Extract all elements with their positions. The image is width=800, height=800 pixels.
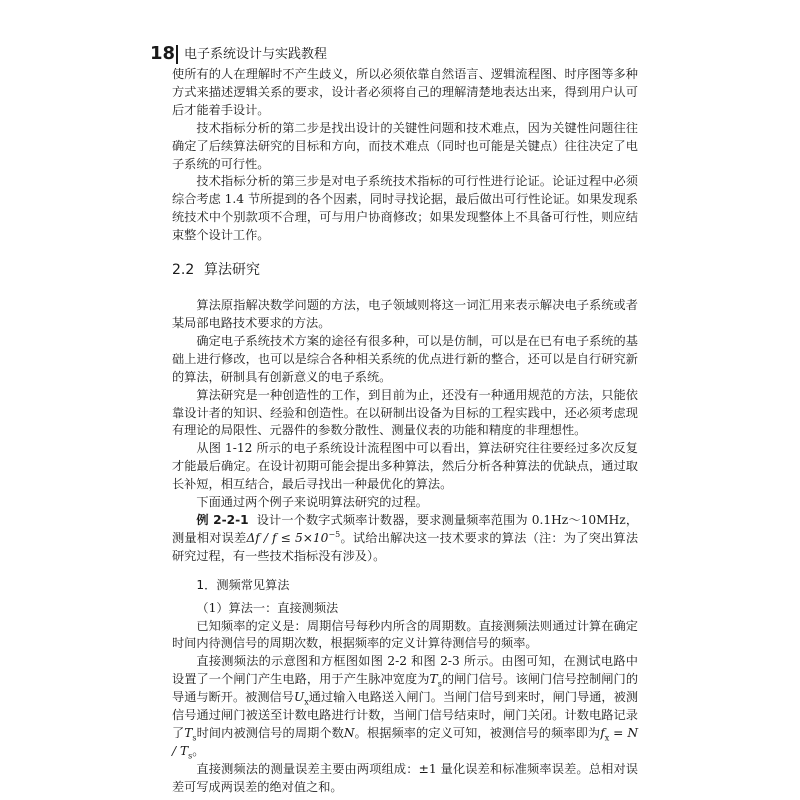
paragraph-4: 算法原指解决数学问题的方法，电子领域则将这一词汇用来表示解决电子系统或者某局部电路技术要求的方法。 bbox=[172, 298, 638, 330]
error-exponent: −5 bbox=[328, 529, 341, 539]
symbol-ts-1-sub: s bbox=[437, 679, 442, 689]
example-text-a: 设计一个数字式频率计数器，要求测量频率范围为 0.1Hz～10MHz，测量相对误差 bbox=[172, 512, 639, 545]
subsection-heading: 1．测频常见算法 bbox=[196, 577, 290, 592]
paragraph-2: 技术指标分析的第二步是找出设计的关键性问题和技术难点，因为关键性问题往往确定了后续算法研究的目标和方向，而技术难点（同时也可能是关键点）往往决定了电子系统的可行性。 bbox=[172, 120, 638, 171]
algorithm-1-title: （1）算法一：直接测频法 bbox=[196, 600, 339, 615]
symbol-ux-sub: x bbox=[304, 697, 309, 707]
paragraph-9: 已知频率的定义是：周期信号每秒内所含的周期数。直接测频法则通过计算在确定时间内待测信号的周期次数，根据频率的定义计算待测信号的频率。 bbox=[172, 618, 638, 651]
example-text-b: 。试给出解决这一技术要求的算法（注：为了突出算法研究过程，有一些技术指标没有涉及）。 bbox=[172, 530, 639, 563]
p10-text-a: 直接测频法的示意图和方框图如图 2-2 和图 2-3 所示。由图可知，在测试电路中设置了一个闸门产生电路，用于产生脉冲宽度为 bbox=[172, 654, 638, 687]
page-number: 18 bbox=[150, 43, 176, 64]
page-body bbox=[172, 66, 638, 797]
symbol-ux: U bbox=[293, 690, 305, 705]
paragraph-11: 直接测频法的测量误差主要由两项组成：±1 量化误差和标准频率误差。总相对误差可写成两误差的绝对值之和。 bbox=[172, 761, 638, 794]
section-title: 算法研究 bbox=[204, 262, 260, 279]
symbol-ts-2: T bbox=[184, 726, 193, 740]
error-formula: Δf / f ≤ 5×10 bbox=[246, 530, 329, 545]
running-title: 电子系统设计与实践教程 bbox=[184, 47, 328, 62]
symbol-n: N bbox=[343, 726, 355, 740]
paragraph-7: 从图 1-12 所示的电子系统设计流程图中可以看出，算法研究往往要经过多次反复才能最后确定。在设计初期可能会提出多种算法，然后分析各种算法的优缺点，通过取长补短，相互结合，最后寻找出一种最优化的算法。 bbox=[172, 441, 638, 492]
header-divider bbox=[176, 45, 178, 64]
p10-text-c: 通过输入电路送入闸门。当闸门信号到来时，闸门导通，被测信号通过闸门被送至计数电路进行计数，当闸门信号结束时，闸门关闭。计数电路记录了 bbox=[172, 690, 639, 740]
p10-text-b: 的闸门信号。该闸门信号控制闸门的导通与断开。被测信号 bbox=[172, 672, 639, 705]
symbol-fx: f bbox=[600, 726, 605, 740]
p10-text-e: 。根据频率的定义可知，被测信号的频率即为 bbox=[354, 726, 601, 740]
symbol-eq-sub: s bbox=[188, 751, 193, 761]
p10-text-f: 。 bbox=[192, 743, 205, 758]
paragraph-5: 确定电子系统技术方案的途径有很多种，可以是仿制，可以是在已有电子系统的基础上进行修改，也可以是综合各种相关系统的优点进行新的整合，还可以是自行研究新的算法，研制具有创新意义的电子系统。 bbox=[172, 333, 638, 384]
symbol-ts-1: T bbox=[429, 672, 438, 687]
paragraph-3: 技术指标分析的第三步是对电子系统技术指标的可行性进行论证。论证过程中必须综合考虑 1.4 节所提到的各个因素，同时寻找论据，最后做出可行性论证。如果发现系统技术中个别款项不合理，可与用户协商修改；如果发现整体上不具备可行性，则应结束整个设计工作。 bbox=[172, 174, 638, 243]
page-header bbox=[150, 44, 660, 66]
paragraph-10 bbox=[172, 653, 638, 760]
paragraph-6: 算法研究是一种创造性的工作，到目前为止，还没有一种通用规范的方法，只能依靠设计者的知识、经验和创造性。在以研制出设备为目标的工程实践中，还必须考虑现有理论的局限性、元器件的参数分散性、测量仪表的功能和精度的非理想性。 bbox=[172, 387, 638, 438]
example-paragraph bbox=[172, 512, 638, 566]
section-number: 2.2 bbox=[172, 262, 195, 279]
paragraph-1: 使所有的人在理解时不产生歧义，所以必须依靠自然语言、逻辑流程图、时序图等多种方式来描述逻辑关系的要求，设计者必须将自己的理解清楚地表达出来，得到用户认可后才能着手设计。 bbox=[172, 67, 638, 117]
symbol-fx-sub: x bbox=[604, 733, 610, 743]
example-label: 例 2-2-1 bbox=[196, 512, 249, 527]
paragraph-8: 下面通过两个例子来说明算法研究的过程。 bbox=[196, 495, 428, 510]
p10-text-d: 时间内被测信号的周期个数 bbox=[196, 726, 344, 740]
symbol-eq: = N / T bbox=[172, 726, 639, 758]
section-heading bbox=[172, 261, 638, 279]
symbol-ts-2-sub: s bbox=[192, 733, 197, 743]
